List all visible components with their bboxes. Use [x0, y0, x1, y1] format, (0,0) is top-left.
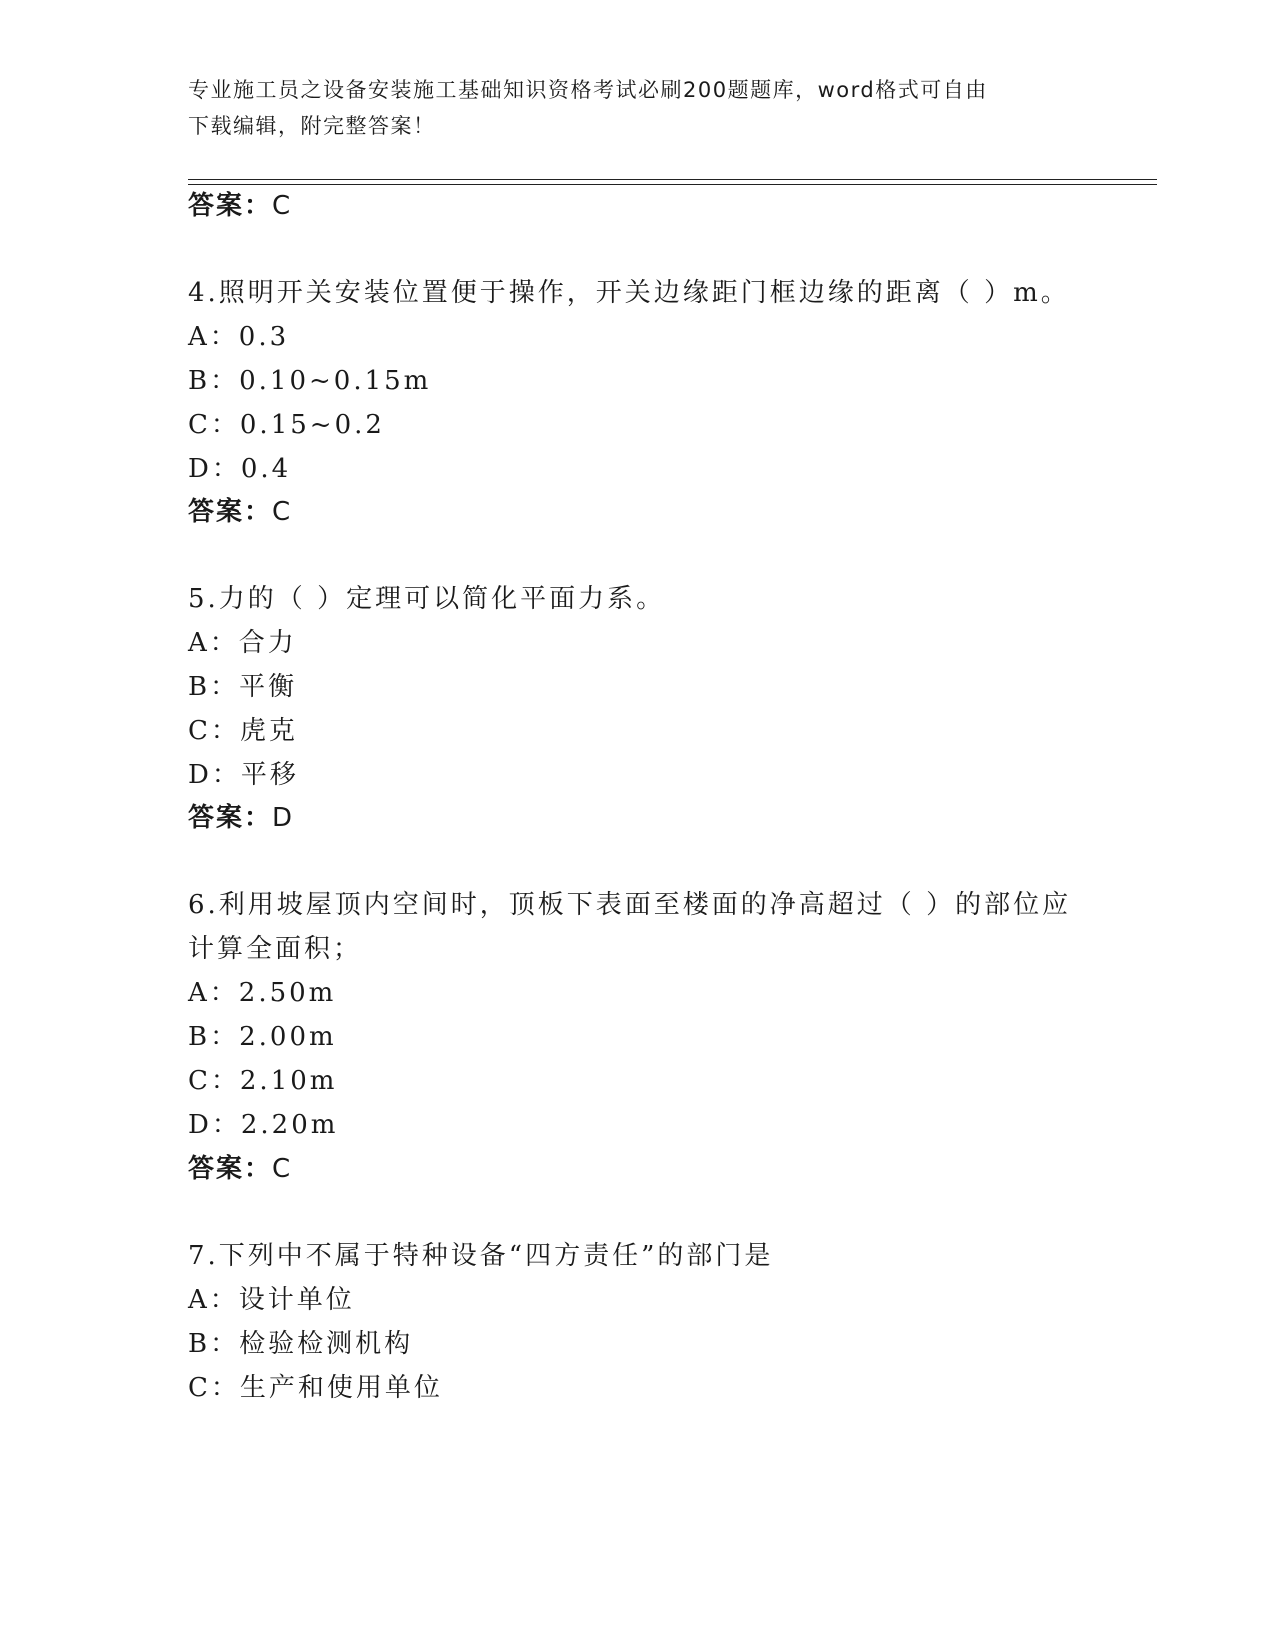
answer-label: 答案： — [188, 1154, 273, 1184]
option-7a: A：设计单位 — [188, 1285, 355, 1315]
option-4c: C：0.15~0.2 — [188, 410, 385, 440]
header-line-2: 下载编辑，附完整答案！ — [188, 114, 436, 138]
question-stem-5: 5.力的（ ）定理可以简化平面力系。 — [188, 584, 666, 614]
option-4a: A：0.3 — [188, 322, 290, 352]
answer-value: D — [272, 803, 295, 833]
question-stem-6-line-2: 计算全面积； — [188, 934, 363, 964]
answer-label: 答案： — [188, 497, 273, 527]
option-5c: C：虎克 — [188, 716, 298, 746]
option-5b: B：平衡 — [188, 672, 298, 702]
answer-value: C — [272, 1154, 293, 1184]
option-5a: A：合力 — [188, 628, 297, 658]
answer-value: C — [272, 191, 293, 221]
header-line-1: 专业施工员之设备安装施工基础知识资格考试必刷200题题库，word格式可自由 — [188, 78, 988, 102]
document-header — [188, 72, 1088, 144]
option-6d: D：2.20m — [188, 1110, 339, 1140]
option-6a: A：2.50m — [188, 978, 337, 1008]
answer-line-q4 — [188, 489, 1108, 535]
answer-label: 答案： — [188, 803, 273, 833]
question-stem-4: 4.照明开关安装位置便于操作，开关边缘距门框边缘的距离（ ）m。 — [188, 278, 1070, 308]
answer-line-q3 — [188, 183, 1108, 229]
answer-label: 答案： — [188, 191, 273, 221]
answer-value: C — [272, 497, 293, 527]
option-7c: C：生产和使用单位 — [188, 1373, 443, 1403]
answer-line-q5 — [188, 795, 1108, 841]
question-stem-7: 7.下列中不属于特种设备“四方责任”的部门是 — [188, 1241, 774, 1271]
option-5d: D：平移 — [188, 760, 299, 790]
option-4b: B：0.10~0.15m — [188, 366, 432, 396]
option-7b: B：检验检测机构 — [188, 1329, 414, 1359]
option-6b: B：2.00m — [188, 1022, 337, 1052]
header-rule-top — [188, 179, 1157, 180]
option-4d: D：0.4 — [188, 454, 292, 484]
answer-line-q6 — [188, 1146, 1108, 1192]
option-6c: C：2.10m — [188, 1066, 338, 1096]
question-stem-6-line-1: 6.利用坡屋顶内空间时，顶板下表面至楼面的净高超过（ ）的部位应 — [188, 890, 1072, 920]
